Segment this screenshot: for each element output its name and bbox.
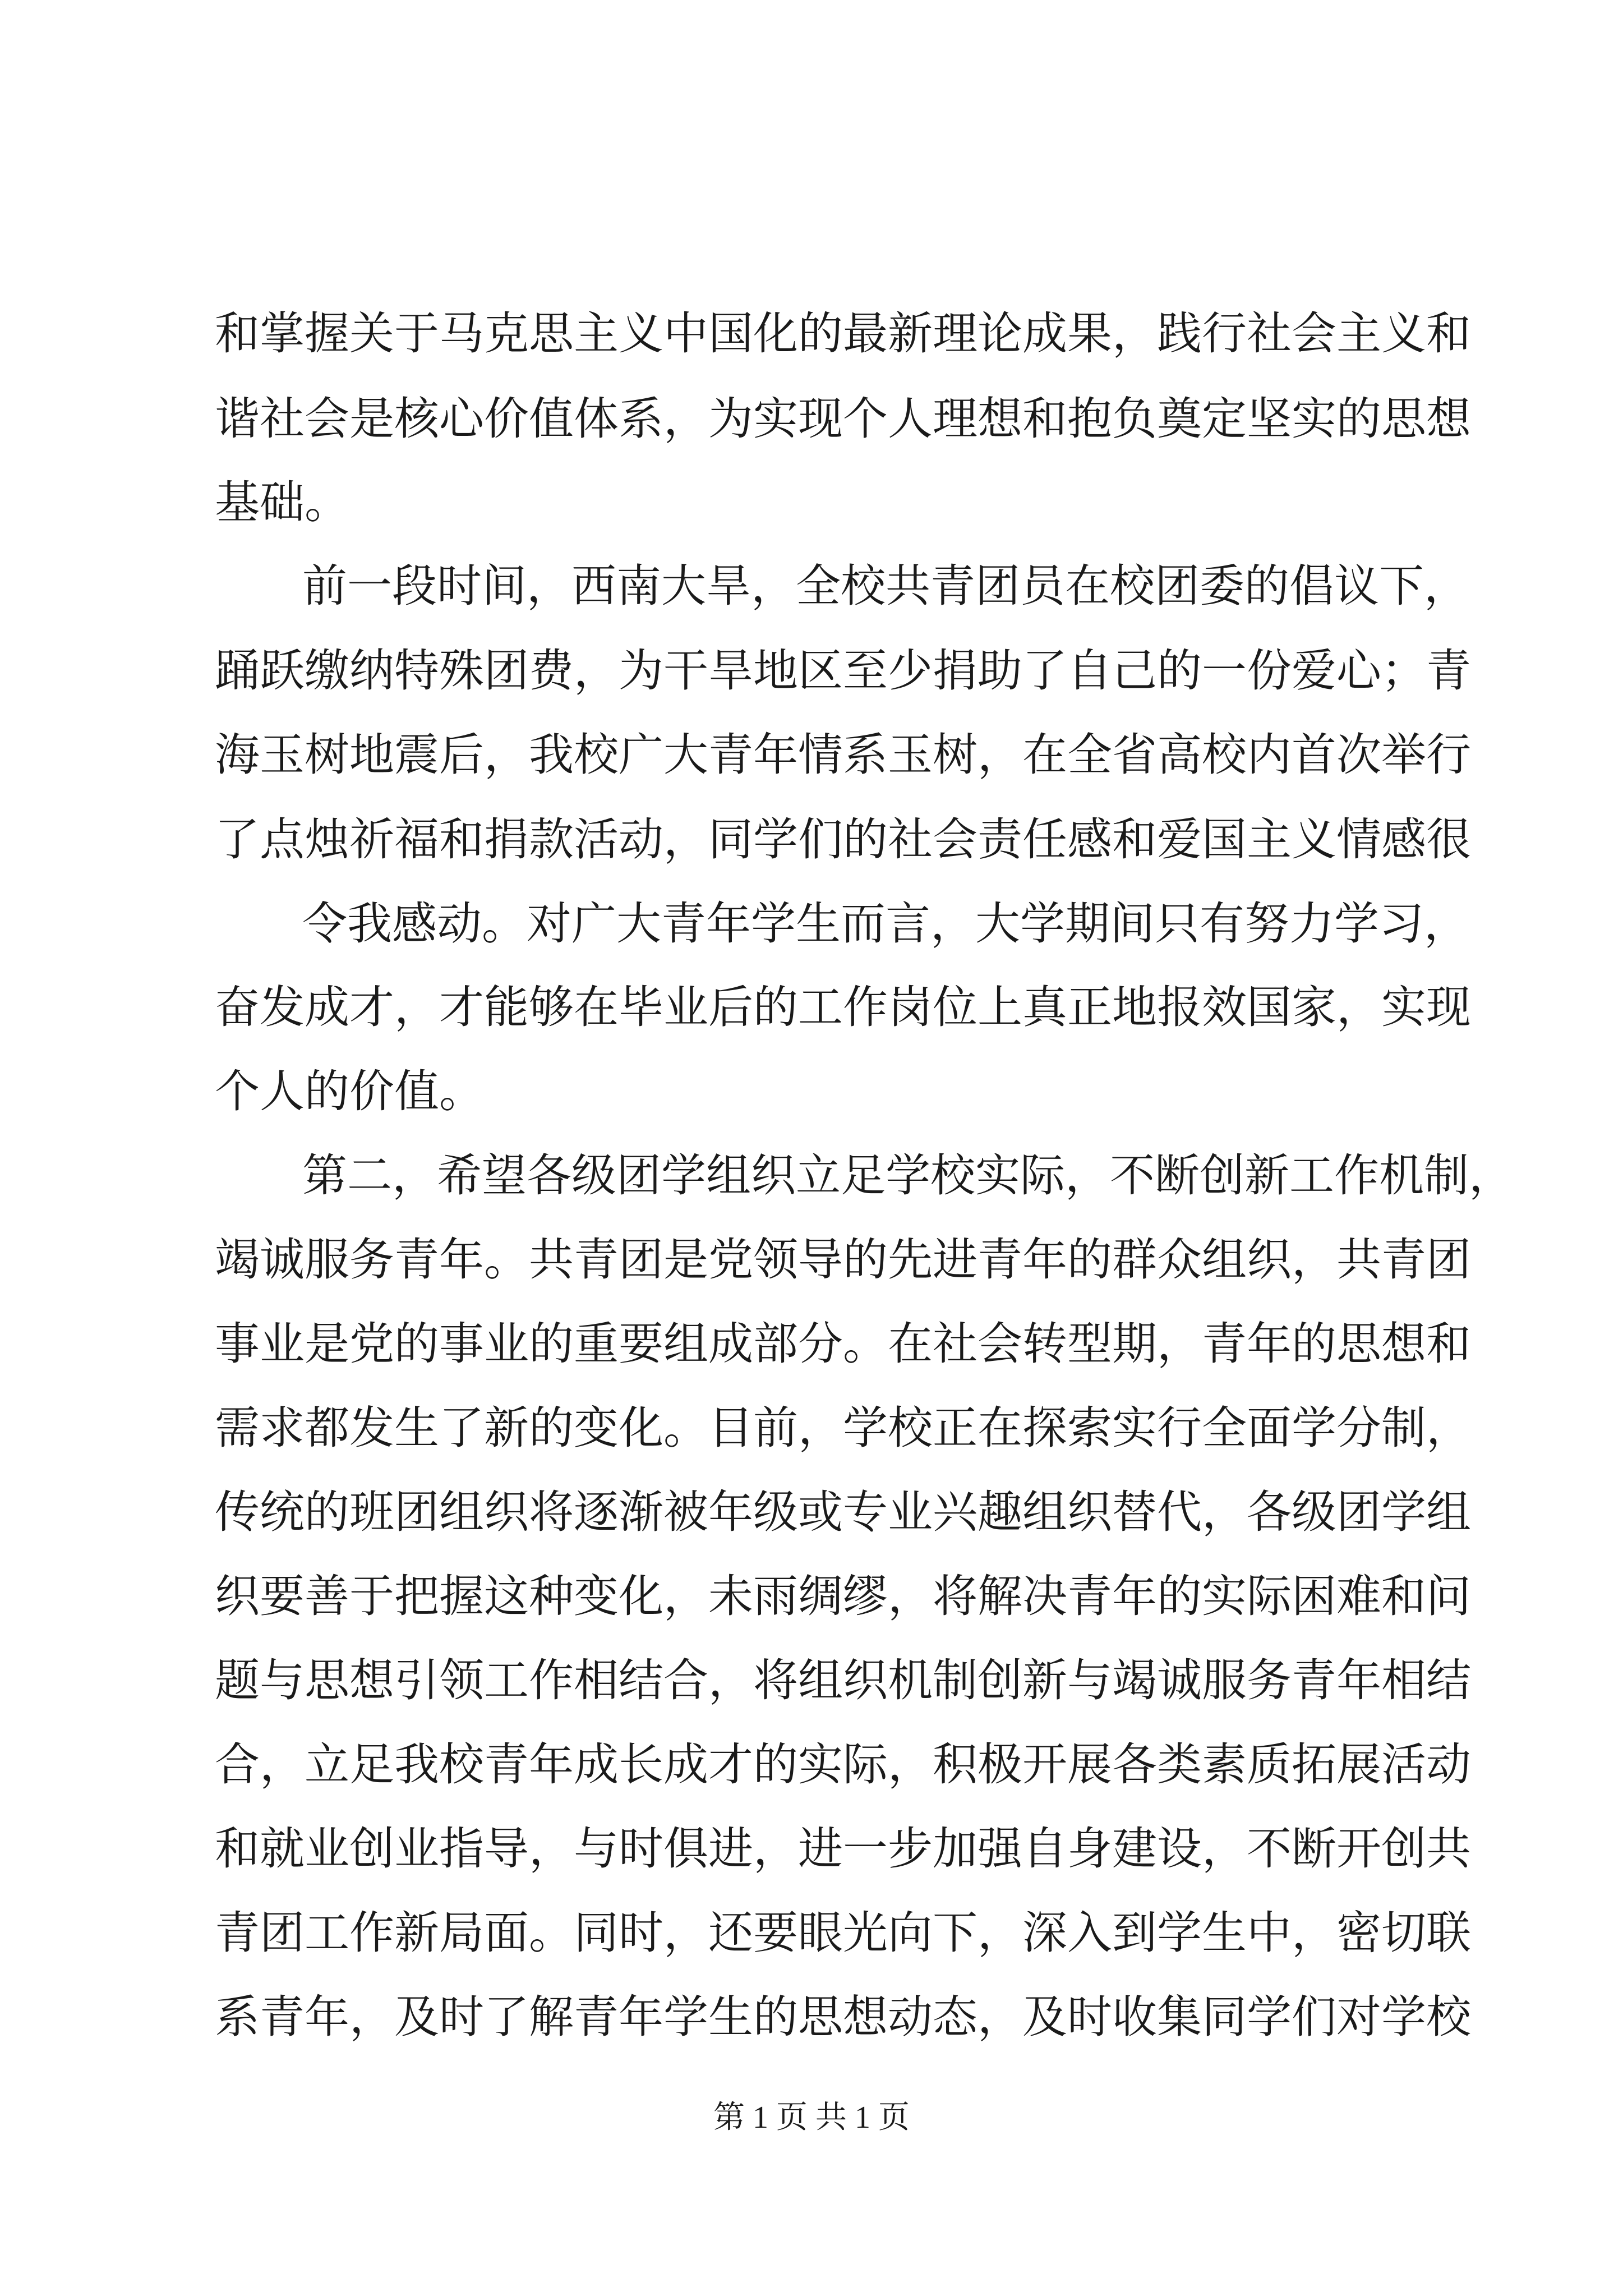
body-line-13: 事业是党的事业的重要组成部分。在社会转型期，青年的思想和 <box>215 1318 1471 1370</box>
body-line-17: 题与思想引领工作相结合，将组织机制创新与竭诚服务青年相结 <box>215 1654 1471 1706</box>
body-line-20: 青团工作新局面。同时，还要眼光向下，深入到学生中，密切联 <box>215 1907 1471 1959</box>
page-number-footer: 第 1 页 共 1 页 <box>713 2100 910 2135</box>
body-line-10: 个人的价值。 <box>215 1065 484 1117</box>
body-line-5: 踊跃缴纳特殊团费，为干旱地区至少捐助了自己的一份爱心；青 <box>215 645 1471 697</box>
body-line-8: 令我感动。对广大青年学生而言，大学期间只有努力学习， <box>302 898 1469 950</box>
body-line-4: 前一段时间，西南大旱，全校共青团员在校团委的倡议下， <box>302 560 1469 612</box>
body-line-7: 了点烛祈福和捐款活动，同学们的社会责任感和爱国主义情感很 <box>215 813 1471 866</box>
body-line-19: 和就业创业指导，与时俱进，进一步加强自身建设，不断开创共 <box>215 1823 1471 1875</box>
body-line-3: 基础。 <box>215 476 349 528</box>
body-line-2: 谐社会是核心价值体系，为实现个人理想和抱负奠定坚实的思想 <box>215 393 1471 445</box>
body-line-18: 合，立足我校青年成长成才的实际，积极开展各类素质拓展活动 <box>215 1738 1471 1791</box>
body-line-16: 织要善于把握这种变化，未雨绸缪，将解决青年的实际困难和问 <box>215 1570 1471 1622</box>
body-line-12: 竭诚服务青年。共青团是党领导的先进青年的群众组织，共青团 <box>215 1234 1471 1286</box>
body-line-11: 第二，希望各级团学组织立足学校实际，不断创新工作机制， <box>302 1149 1514 1202</box>
body-line-6: 海玉树地震后，我校广大青年情系玉树，在全省高校内首次举行 <box>215 729 1471 781</box>
body-line-21: 系青年，及时了解青年学生的思想动态，及时收集同学们对学校 <box>215 1991 1471 2043</box>
body-line-14: 需求都发生了新的变化。目前，学校正在探索实行全面学分制， <box>215 1402 1471 1454</box>
body-line-9: 奋发成才，才能够在毕业后的工作岗位上真正地报效国家，实现 <box>215 981 1471 1033</box>
body-line-1: 和掌握关于马克思主义中国化的最新理论成果，践行社会主义和 <box>215 307 1471 360</box>
body-line-15: 传统的班团组织将逐渐被年级或专业兴趣组织替代，各级团学组 <box>215 1486 1471 1538</box>
